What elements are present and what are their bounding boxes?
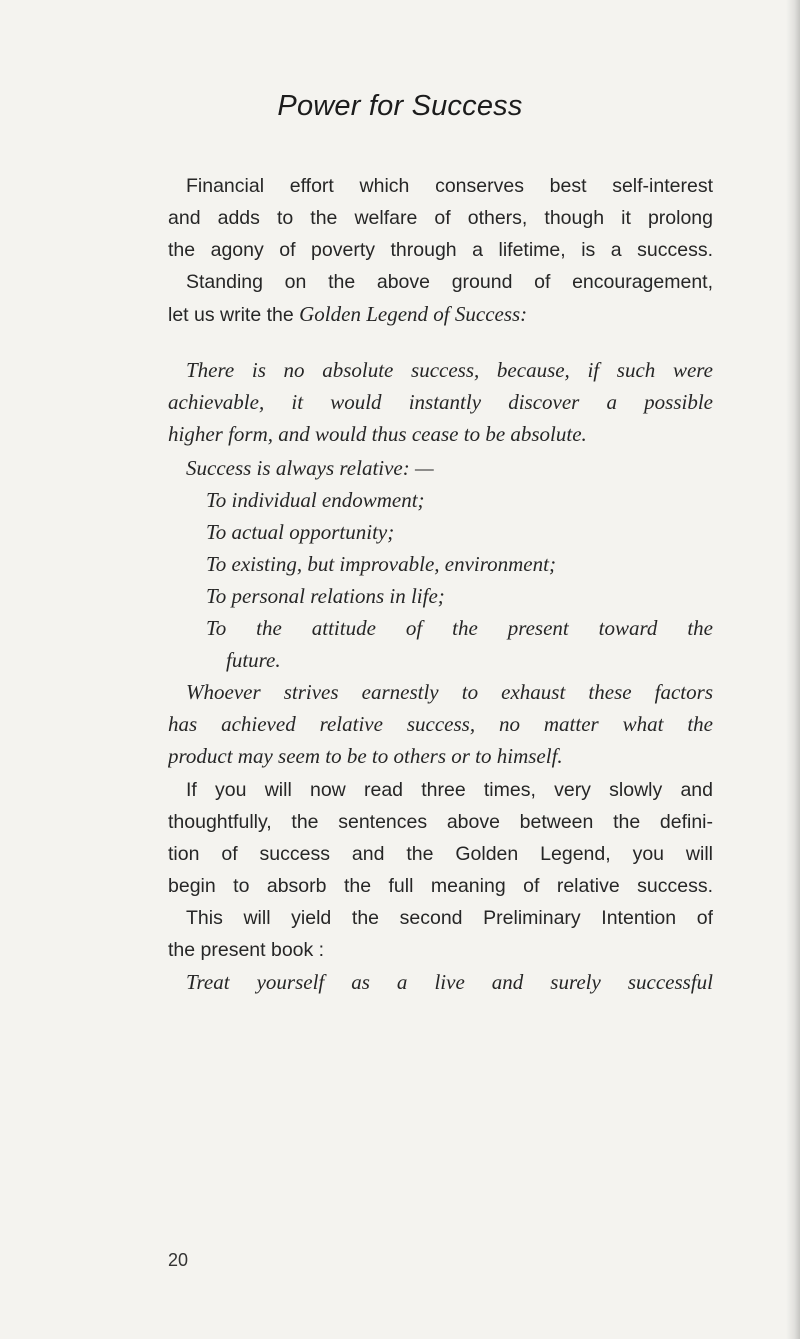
text-line [168,298,713,330]
text-line: If you will now read three times, very slowly and [186,779,713,801]
text-line: higher form, and would thus cease to be absolute. [168,422,587,446]
paragraph-standing [168,266,713,330]
list-item: To individual endowment; [206,488,425,512]
text-line: tion of success and the Golden Legend, you will [168,843,713,865]
text-line: Financial effort which conserves best self-interest [186,175,713,197]
text-line: This will yield the second Preliminary Intention of [186,907,713,929]
text-line: thoughtfully, the sentences above between the defini- [168,811,713,833]
list-item: To actual opportunity; [206,520,395,544]
text-line: achievable, it would instantly discover a possible [168,390,713,414]
paragraph-treat-yourself [168,966,713,998]
list-item-continuation: future. [226,648,281,672]
golden-legend-text [168,354,713,450]
running-title: Power for Success [277,90,523,122]
text-line: the agony of poverty through a lifetime, is a success. [168,239,713,261]
list-lead: Success is always relative: — [186,456,434,480]
list-item: To the attitude of the present toward the [206,616,713,640]
text-line: Standing on the above ground of encouragement, [186,271,713,293]
text-line: Treat yourself as a live and surely successful [186,970,713,994]
text-line: There is no absolute success, because, if such were [186,358,713,382]
list-item: To personal relations in life; [206,584,445,608]
paragraph-second-intention [168,902,713,966]
text-fragment: let us write the [168,304,300,326]
relative-success-list [168,452,713,676]
text-line: product may seem to be to others or to himself. [168,744,563,768]
text-line: Whoever strives earnestly to exhaust these factors [186,680,713,704]
text-line: and adds to the welfare of others, though it prolong [168,207,713,229]
text-line: has achieved relative success, no matter what the [168,712,713,736]
list-item: To existing, but improvable, environment; [206,552,556,576]
paragraph-financial-effort [168,170,713,266]
paragraph-read-three-times [168,774,713,902]
text-line: the present book : [168,939,325,961]
golden-legend-title: Golden Legend of Success: [299,302,528,326]
text-line: begin to absorb the full meaning of relative success. [168,875,713,897]
page-edge-shadow [786,0,800,1339]
page-number: 20 [168,1250,189,1270]
paragraph-whoever [168,676,713,772]
